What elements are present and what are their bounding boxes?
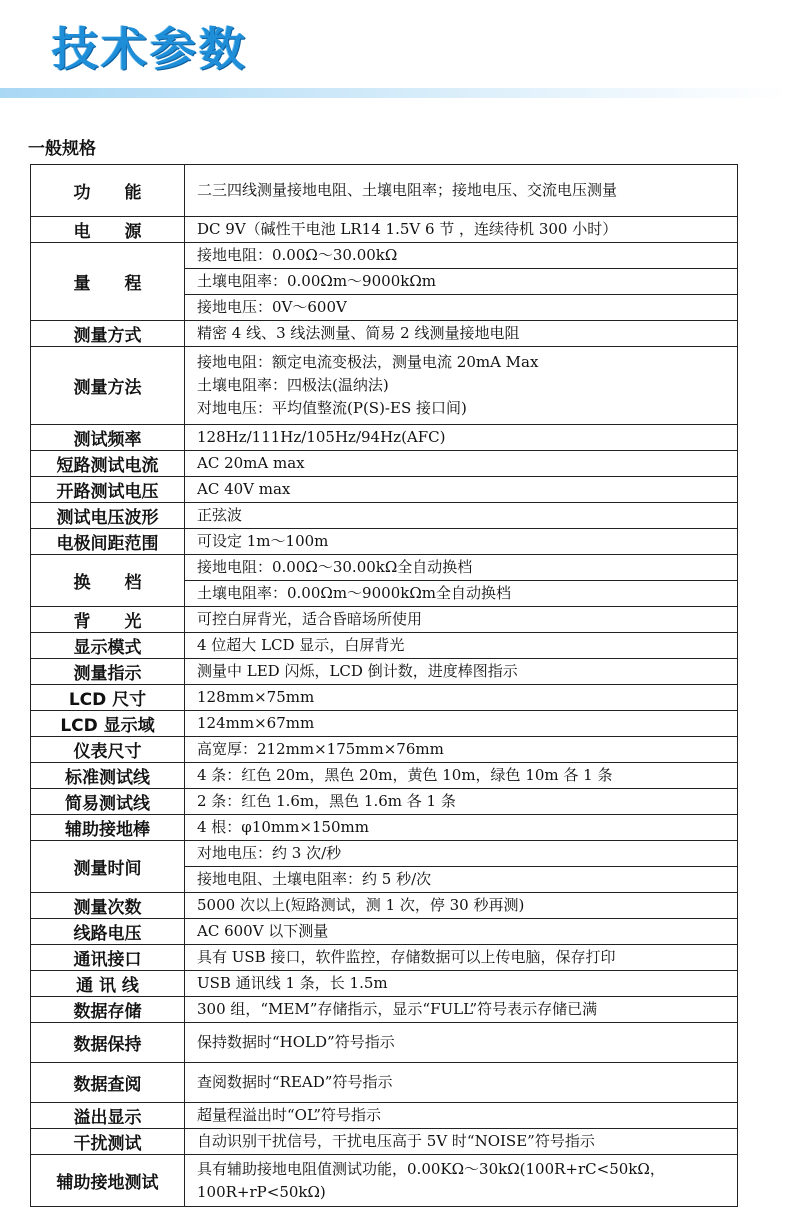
- spec-value: 接地电阻：额定电流变极法，测量电流 20mA Max 土壤电阻率：四极法(温纳法) 对地电压：平均值整流(P(S)-ES 接口间): [185, 347, 738, 425]
- section-title: 一般规格: [28, 139, 96, 159]
- spec-row: [31, 997, 738, 1023]
- spec-value: USB 通讯线 1 条，长 1.5m: [185, 971, 738, 997]
- spec-label: 显示模式: [31, 633, 185, 659]
- spec-label: 简易测试线: [31, 789, 185, 815]
- spec-row: [31, 243, 738, 269]
- spec-label: 换 档: [31, 555, 185, 607]
- spec-value: 4 根：φ10mm×150mm: [185, 815, 738, 841]
- spec-table-body: [31, 165, 738, 1207]
- spec-value: DC 9V（碱性干电池 LR14 1.5V 6 节 ，连续待机 300 小时）: [185, 217, 738, 243]
- spec-row: [31, 425, 738, 451]
- spec-row: [31, 451, 738, 477]
- spec-row: [31, 789, 738, 815]
- spec-row: [31, 815, 738, 841]
- spec-label: 通 讯 线: [31, 971, 185, 997]
- spec-label: 测量方法: [31, 347, 185, 425]
- spec-value: 对地电压：约 3 次/秒: [185, 841, 738, 867]
- spec-row: [31, 685, 738, 711]
- page-header: [0, 0, 790, 110]
- spec-label: 测量次数: [31, 893, 185, 919]
- spec-value: 精密 4 线、3 线法测量、简易 2 线测量接地电阻: [185, 321, 738, 347]
- spec-row: [31, 165, 738, 217]
- spec-value: 可设定 1m～100m: [185, 529, 738, 555]
- spec-label: LCD 显示域: [31, 711, 185, 737]
- spec-row: [31, 347, 738, 425]
- spec-table: [30, 164, 738, 1207]
- spec-row: [31, 1129, 738, 1155]
- spec-label: 测试频率: [31, 425, 185, 451]
- spec-label: 电极间距范围: [31, 529, 185, 555]
- spec-row: [31, 711, 738, 737]
- title-underline: [0, 88, 790, 98]
- spec-row: [31, 737, 738, 763]
- spec-label: 标准测试线: [31, 763, 185, 789]
- spec-row: [31, 555, 738, 581]
- spec-label: 数据存储: [31, 997, 185, 1023]
- spec-row: [31, 893, 738, 919]
- spec-label: 干扰测试: [31, 1129, 185, 1155]
- spec-label: 通讯接口: [31, 945, 185, 971]
- spec-label: 功 能: [31, 165, 185, 217]
- spec-value: 接地电阻、土壤电阻率：约 5 秒/次: [185, 867, 738, 893]
- spec-value: AC 40V max: [185, 477, 738, 503]
- spec-row: [31, 477, 738, 503]
- spec-value: 测量中 LED 闪烁，LCD 倒计数，进度棒图指示: [185, 659, 738, 685]
- spec-label: 短路测试电流: [31, 451, 185, 477]
- spec-row: [31, 945, 738, 971]
- spec-value: 超量程溢出时“OL”符号指示: [185, 1103, 738, 1129]
- spec-value: 128mm×75mm: [185, 685, 738, 711]
- spec-value: 接地电压：0V～600V: [185, 295, 738, 321]
- spec-label: 辅助接地测试: [31, 1155, 185, 1207]
- spec-row: [31, 321, 738, 347]
- spec-row: [31, 503, 738, 529]
- spec-value: 查阅数据时“READ”符号指示: [185, 1063, 738, 1103]
- spec-label: 数据查阅: [31, 1063, 185, 1103]
- spec-row: [31, 971, 738, 997]
- spec-value: 接地电阻：0.00Ω～30.00kΩ: [185, 243, 738, 269]
- spec-label: 背 光: [31, 607, 185, 633]
- spec-label: 开路测试电压: [31, 477, 185, 503]
- spec-value: 保持数据时“HOLD”符号指示: [185, 1023, 738, 1063]
- spec-value: 5000 次以上(短路测试，测 1 次，停 30 秒再测): [185, 893, 738, 919]
- spec-value: 土壤电阻率：0.00Ωm～9000kΩm全自动换档: [185, 581, 738, 607]
- spec-row: [31, 919, 738, 945]
- spec-label: 测量方式: [31, 321, 185, 347]
- spec-row: [31, 1103, 738, 1129]
- spec-value: 2 条：红色 1.6m，黑色 1.6m 各 1 条: [185, 789, 738, 815]
- spec-value: 正弦波: [185, 503, 738, 529]
- spec-row: [31, 633, 738, 659]
- spec-value: 4 位超大 LCD 显示，白屏背光: [185, 633, 738, 659]
- spec-label: 线路电压: [31, 919, 185, 945]
- spec-value: 二三四线测量接地电阻、土壤电阻率；接地电压、交流电压测量: [185, 165, 738, 217]
- spec-label: 辅助接地棒: [31, 815, 185, 841]
- spec-row: [31, 1155, 738, 1207]
- spec-row: [31, 1063, 738, 1103]
- spec-value: 自动识别干扰信号，干扰电压高于 5V 时“NOISE”符号指示: [185, 1129, 738, 1155]
- spec-label: 数据保持: [31, 1023, 185, 1063]
- spec-label: 测量时间: [31, 841, 185, 893]
- spec-label: 测试电压波形: [31, 503, 185, 529]
- spec-row: [31, 529, 738, 555]
- spec-row: [31, 763, 738, 789]
- page-title: 技术参数: [52, 22, 248, 76]
- spec-row: [31, 217, 738, 243]
- spec-row: [31, 659, 738, 685]
- spec-label: 溢出显示: [31, 1103, 185, 1129]
- spec-label: 仪表尺寸: [31, 737, 185, 763]
- spec-label: LCD 尺寸: [31, 685, 185, 711]
- spec-value: 具有辅助接地电阻值测试功能，0.00KΩ～30kΩ(100R+rC<50kΩ，100R+rP<50kΩ): [185, 1155, 738, 1207]
- spec-value: AC 20mA max: [185, 451, 738, 477]
- spec-value: 接地电阻：0.00Ω～30.00kΩ全自动换档: [185, 555, 738, 581]
- spec-row: [31, 841, 738, 867]
- spec-value: 土壤电阻率：0.00Ωm～9000kΩm: [185, 269, 738, 295]
- spec-value: 具有 USB 接口，软件监控，存储数据可以上传电脑，保存打印: [185, 945, 738, 971]
- spec-value: 300 组，“MEM”存储指示，显示“FULL”符号表示存储已满: [185, 997, 738, 1023]
- spec-label: 电 源: [31, 217, 185, 243]
- spec-value: 可控白屏背光，适合昏暗场所使用: [185, 607, 738, 633]
- spec-value: 高宽厚：212mm×175mm×76mm: [185, 737, 738, 763]
- spec-value: AC 600V 以下测量: [185, 919, 738, 945]
- spec-label: 量 程: [31, 243, 185, 321]
- spec-label: 测量指示: [31, 659, 185, 685]
- spec-row: [31, 607, 738, 633]
- spec-row: [31, 1023, 738, 1063]
- spec-value: 128Hz/111Hz/105Hz/94Hz(AFC): [185, 425, 738, 451]
- spec-value: 124mm×67mm: [185, 711, 738, 737]
- spec-value: 4 条：红色 20m，黑色 20m，黄色 10m，绿色 10m 各 1 条: [185, 763, 738, 789]
